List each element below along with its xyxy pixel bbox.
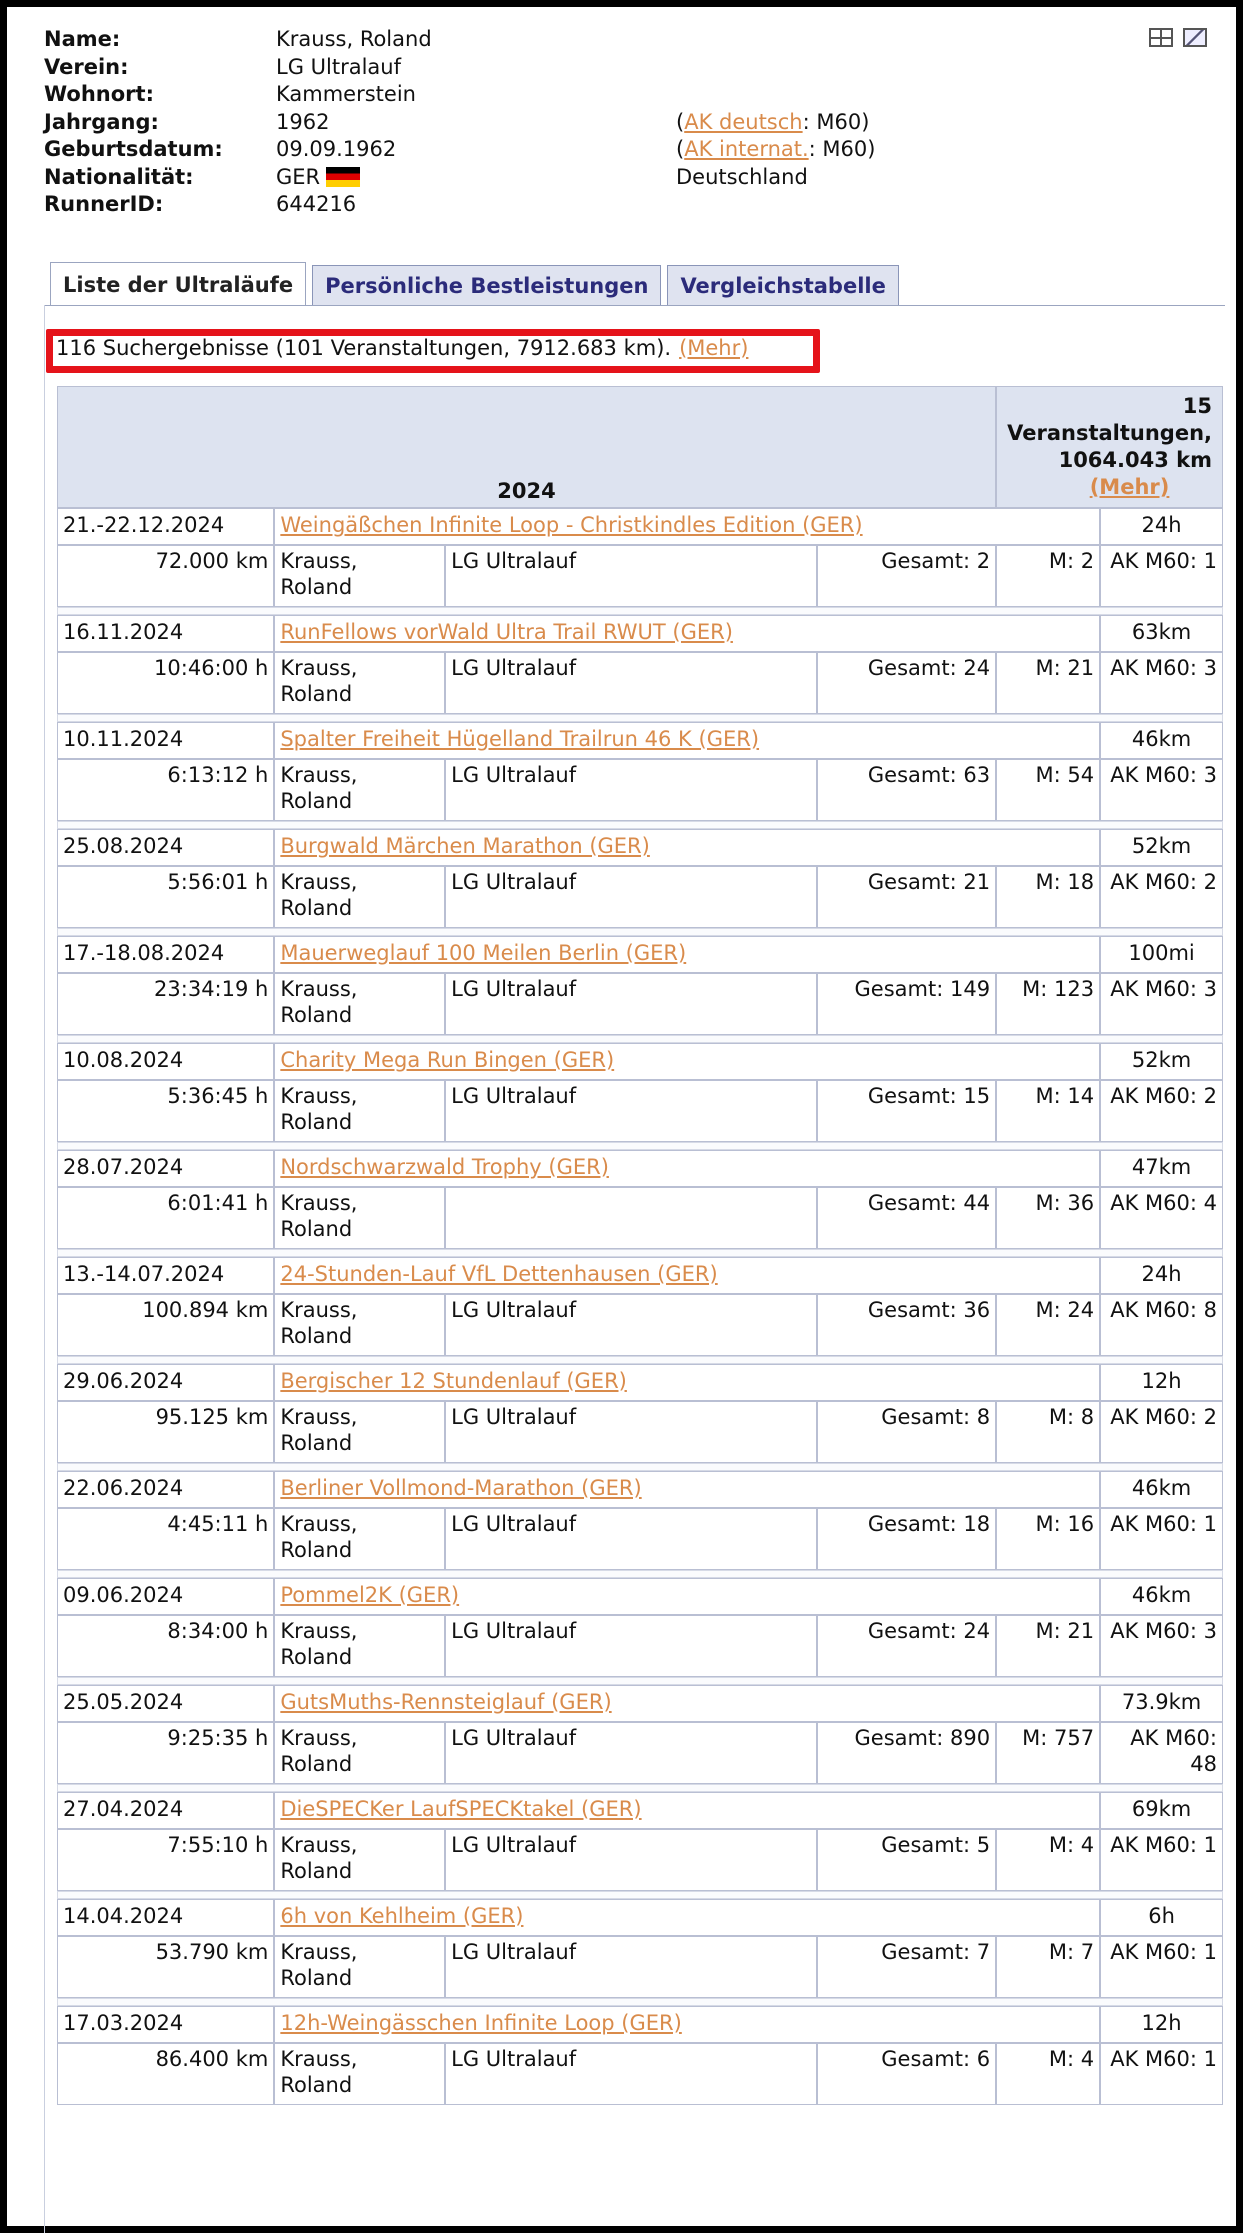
spacer-cell [57,1784,1223,1792]
result-age-class-rank: AK M60: 4 [1100,1187,1223,1249]
content-border [44,305,45,2233]
result-runner-name: Krauss, Roland [274,1401,445,1463]
info-value-text: Krauss, Roland [276,27,432,51]
result-age-class-rank: AK M60: 2 [1100,1401,1223,1463]
event-distance: 47km [1100,1150,1223,1187]
event-name-cell [274,615,1100,652]
event-spacer-row [57,1677,1223,1685]
event-distance: 24h [1100,1257,1223,1294]
result-runner-name: Krauss, Roland [274,1294,445,1356]
event-spacer-row [57,1463,1223,1471]
result-club: LG Ultralauf [445,1936,817,1998]
result-gender-rank: M: 54 [996,759,1100,821]
age-class-link[interactable]: AK internat. [684,137,809,161]
result-overall-rank: Gesamt: 15 [817,1080,996,1142]
result-performance: 86.400 km [57,2043,274,2105]
result-performance: 6:13:12 h [57,759,274,821]
result-gender-rank: M: 7 [996,1936,1100,1998]
event-link[interactable]: Nordschwarzwald Trophy (GER) [280,1155,609,1179]
event-result-row [57,1294,1223,1356]
info-label: Wohnort: [44,82,154,106]
event-spacer-row [57,1249,1223,1257]
event-date: 27.04.2024 [57,1792,274,1829]
event-distance: 52km [1100,1043,1223,1080]
year-more-link[interactable]: (Mehr) [1089,475,1170,499]
mail-icon[interactable] [1183,28,1207,47]
result-age-class-rank: AK M60: 48 [1100,1722,1223,1784]
result-overall-rank: Gesamt: 24 [817,652,996,714]
result-age-class-rank: AK M60: 2 [1100,1080,1223,1142]
event-result-row [57,1508,1223,1570]
result-gender-rank: M: 4 [996,2043,1100,2105]
result-overall-rank: Gesamt: 149 [817,973,996,1035]
spacer-cell [57,607,1223,615]
result-age-class-rank: AK M60: 3 [1100,1615,1223,1677]
tab-divider [44,305,1225,306]
result-performance: 100.894 km [57,1294,274,1356]
spacer-cell [57,928,1223,936]
event-name-cell [274,2006,1100,2043]
event-name-cell [274,508,1100,545]
result-runner-name: Krauss, Roland [274,759,445,821]
result-gender-rank: M: 2 [996,545,1100,607]
result-runner-name: Krauss, Roland [274,973,445,1035]
info-value [276,136,676,164]
event-header-row [57,1578,1223,1615]
result-club: LG Ultralauf [445,759,817,821]
result-gender-rank: M: 36 [996,1187,1100,1249]
event-distance: 100mi [1100,936,1223,973]
spacer-cell [57,1891,1223,1899]
spacer-cell [57,1677,1223,1685]
event-distance: 46km [1100,1578,1223,1615]
event-name-cell [274,1792,1100,1829]
info-value [276,81,676,109]
event-spacer-row [57,1142,1223,1150]
age-class-value: : M60 [808,137,868,161]
result-gender-rank: M: 123 [996,973,1100,1035]
event-link[interactable]: Spalter Freiheit Hügelland Trailrun 46 K (GER) [280,727,760,751]
event-date: 17.03.2024 [57,2006,274,2043]
event-header-row [57,1043,1223,1080]
event-header-row [57,1792,1223,1829]
info-label: Nationalität: [44,164,194,189]
result-performance: 4:45:11 h [57,1508,274,1570]
info-value-text: Kammerstein [276,82,416,106]
info-value [276,26,676,54]
event-date: 17.-18.08.2024 [57,936,274,973]
event-name-cell [274,1578,1100,1615]
result-overall-rank: Gesamt: 18 [817,1508,996,1570]
year-aggregate [996,386,1223,508]
result-club [445,1187,817,1249]
german-flag-icon [326,167,360,187]
result-runner-name: Krauss, Roland [274,1080,445,1142]
result-club: LG Ultralauf [445,1722,817,1784]
event-date: 21.-22.12.2024 [57,508,274,545]
result-gender-rank: M: 21 [996,652,1100,714]
event-result-row [57,1187,1223,1249]
event-name-cell [274,1471,1100,1508]
info-label: RunnerID: [44,192,164,216]
event-header-row [57,508,1223,545]
event-distance: 6h [1100,1899,1223,1936]
result-runner-name: Krauss, Roland [274,1508,445,1570]
tab-personal-bests[interactable]: Persönliche Bestleistungen [312,265,661,305]
result-performance: 72.000 km [57,545,274,607]
result-performance: 5:36:45 h [57,1080,274,1142]
event-result-row [57,1401,1223,1463]
result-club: LG Ultralauf [445,1508,817,1570]
event-link[interactable]: Bergischer 12 Stundenlauf (GER) [280,1369,627,1393]
event-header-row [57,1471,1223,1508]
result-club: LG Ultralauf [445,866,817,928]
result-overall-rank: Gesamt: 890 [817,1722,996,1784]
info-value [276,109,676,137]
result-club: LG Ultralauf [445,545,817,607]
table-icon[interactable] [1149,28,1173,47]
event-link[interactable]: Weingäßchen Infinite Loop - Christkindles Edition (GER) [280,513,863,537]
result-gender-rank: M: 24 [996,1294,1100,1356]
result-performance: 7:55:10 h [57,1829,274,1891]
event-date: 22.06.2024 [57,1471,274,1508]
country-name: Deutschland [676,164,808,189]
result-overall-rank: Gesamt: 24 [817,1615,996,1677]
result-runner-name: Krauss, Roland [274,866,445,928]
event-link[interactable]: RunFellows vorWald Ultra Trail RWUT (GER) [280,620,733,644]
event-distance: 46km [1100,1471,1223,1508]
info-row [44,26,875,54]
event-distance: 46km [1100,722,1223,759]
tab-bar [50,265,899,305]
event-spacer-row [57,714,1223,722]
result-performance: 95.125 km [57,1401,274,1463]
event-date: 14.04.2024 [57,1899,274,1936]
event-header-row [57,2006,1223,2043]
result-gender-rank: M: 14 [996,1080,1100,1142]
event-link[interactable]: Mauerweglauf 100 Meilen Berlin (GER) [280,941,687,965]
result-age-class-rank: AK M60: 3 [1100,652,1223,714]
result-runner-name: Krauss, Roland [274,1936,445,1998]
result-overall-rank: Gesamt: 6 [817,2043,996,2105]
result-club: LG Ultralauf [445,1401,817,1463]
event-result-row [57,2043,1223,2105]
year-aggregate-text: 15 Veranstaltungen, 1064.043 km [1007,394,1212,472]
event-date: 16.11.2024 [57,615,274,652]
result-gender-rank: M: 21 [996,1615,1100,1677]
result-gender-rank: M: 4 [996,1829,1100,1891]
result-runner-name: Krauss, Roland [274,1187,445,1249]
event-spacer-row [57,1035,1223,1043]
event-date: 10.11.2024 [57,722,274,759]
event-date: 13.-14.07.2024 [57,1257,274,1294]
event-spacer-row [57,821,1223,829]
event-result-row [57,1829,1223,1891]
result-age-class-rank: AK M60: 1 [1100,1508,1223,1570]
result-performance: 8:34:00 h [57,1615,274,1677]
tab-ultra-list[interactable]: Liste der Ultraläufe [50,262,306,305]
info-value [276,164,676,192]
result-performance: 23:34:19 h [57,973,274,1035]
result-gender-rank: M: 8 [996,1401,1100,1463]
result-performance: 53.790 km [57,1936,274,1998]
spacer-cell [57,1142,1223,1150]
event-result-row [57,545,1223,607]
summary-more-link[interactable]: (Mehr) [679,336,749,360]
event-name-cell [274,1150,1100,1187]
event-date: 09.06.2024 [57,1578,274,1615]
info-row [44,191,875,219]
year-label: 2024 [57,386,996,508]
spacer-cell [57,1035,1223,1043]
event-spacer-row [57,1356,1223,1364]
result-age-class-rank: AK M60: 3 [1100,973,1223,1035]
event-header-row [57,1364,1223,1401]
event-distance: 12h [1100,2006,1223,2043]
result-performance: 5:56:01 h [57,866,274,928]
event-header-row [57,1685,1223,1722]
info-value-text: GER [276,164,321,189]
event-spacer-row [57,607,1223,615]
event-spacer-row [57,1570,1223,1578]
event-distance: 52km [1100,829,1223,866]
info-label: Jahrgang: [44,109,159,134]
age-class-info: (AK internat.: M60) [676,137,876,161]
result-club: LG Ultralauf [445,1615,817,1677]
event-header-row [57,1257,1223,1294]
runner-info [44,26,875,219]
result-overall-rank: Gesamt: 7 [817,1936,996,1998]
result-age-class-rank: AK M60: 2 [1100,866,1223,928]
result-club: LG Ultralauf [445,652,817,714]
result-age-class-rank: AK M60: 1 [1100,1936,1223,1998]
event-result-row [57,759,1223,821]
info-row [44,81,875,109]
event-spacer-row [57,1891,1223,1899]
result-runner-name: Krauss, Roland [274,1615,445,1677]
info-row [44,109,875,137]
event-date: 28.07.2024 [57,1150,274,1187]
result-performance: 10:46:00 h [57,652,274,714]
info-row [44,54,875,82]
result-club: LG Ultralauf [445,1829,817,1891]
result-gender-rank: M: 757 [996,1722,1100,1784]
tab-comparison-table[interactable]: Vergleichstabelle [667,265,898,305]
event-header-row [57,1150,1223,1187]
result-runner-name: Krauss, Roland [274,652,445,714]
info-value [276,54,676,82]
result-runner-name: Krauss, Roland [274,545,445,607]
event-name-cell [274,1257,1100,1294]
info-value-text: 644216 [276,192,357,216]
year-header-row [57,386,1223,508]
event-result-row [57,1080,1223,1142]
result-overall-rank: Gesamt: 21 [817,866,996,928]
event-link[interactable]: 24-Stunden-Lauf VfL Dettenhausen (GER) [280,1262,718,1286]
info-value-text: LG Ultralauf [276,54,401,79]
age-class-value: : M60 [802,109,862,134]
result-age-class-rank: AK M60: 3 [1100,759,1223,821]
event-distance: 63km [1100,615,1223,652]
spacer-cell [57,1463,1223,1471]
event-link[interactable]: Berliner Vollmond-Marathon (GER) [280,1476,642,1500]
event-link[interactable]: Charity Mega Run Bingen (GER) [280,1048,615,1072]
result-age-class-rank: AK M60: 1 [1100,1829,1223,1891]
event-date: 25.08.2024 [57,829,274,866]
event-name-cell [274,936,1100,973]
event-result-row [57,973,1223,1035]
event-name-cell [274,829,1100,866]
event-spacer-row [57,1784,1223,1792]
info-value-text: 09.09.1962 [276,137,397,161]
spacer-cell [57,714,1223,722]
event-result-row [57,1936,1223,1998]
result-overall-rank: Gesamt: 36 [817,1294,996,1356]
result-performance: 6:01:41 h [57,1187,274,1249]
event-result-row [57,652,1223,714]
event-link[interactable]: DieSPECKer LaufSPECKtakel (GER) [280,1797,642,1821]
event-spacer-row [57,928,1223,936]
event-header-row [57,936,1223,973]
event-date: 25.05.2024 [57,1685,274,1722]
spacer-cell [57,1249,1223,1257]
spacer-cell [57,821,1223,829]
event-result-row [57,1722,1223,1784]
age-class-link[interactable]: AK deutsch [684,109,803,134]
highlight-annotation-box [46,329,820,373]
result-age-class-rank: AK M60: 1 [1100,2043,1223,2105]
result-runner-name: Krauss, Roland [274,2043,445,2105]
result-overall-rank: Gesamt: 8 [817,1401,996,1463]
result-age-class-rank: AK M60: 8 [1100,1294,1223,1356]
event-link[interactable]: 6h von Kehlheim (GER) [280,1904,524,1928]
event-header-row [57,1899,1223,1936]
event-distance: 73.9km [1100,1685,1223,1722]
event-name-cell [274,1685,1100,1722]
info-row [44,164,875,192]
result-age-class-rank: AK M60: 1 [1100,545,1223,607]
event-result-row [57,1615,1223,1677]
event-header-row [57,722,1223,759]
search-summary-text: 116 Suchergebnisse (101 Veranstaltungen, 7912.683 km). [56,336,672,360]
event-header-row [57,615,1223,652]
info-label: Verein: [44,54,129,79]
result-performance: 9:25:35 h [57,1722,274,1784]
spacer-cell [57,1356,1223,1364]
results-table [57,386,1223,2105]
result-gender-rank: M: 16 [996,1508,1100,1570]
spacer-cell [57,1998,1223,2006]
info-label: Name: [44,27,121,51]
result-club: LG Ultralauf [445,1080,817,1142]
result-overall-rank: Gesamt: 2 [817,545,996,607]
result-overall-rank: Gesamt: 44 [817,1187,996,1249]
toolbar-icons [1149,28,1207,47]
event-name-cell [274,1364,1100,1401]
age-class-info: (AK deutsch: M60) [676,109,870,134]
event-name-cell [274,1043,1100,1080]
event-link[interactable]: Burgwald Märchen Marathon (GER) [280,834,650,858]
event-date: 29.06.2024 [57,1364,274,1401]
info-value-text: 1962 [276,109,330,134]
event-spacer-row [57,1998,1223,2006]
result-gender-rank: M: 18 [996,866,1100,928]
result-runner-name: Krauss, Roland [274,1829,445,1891]
result-club: LG Ultralauf [445,2043,817,2105]
event-distance: 24h [1100,508,1223,545]
event-name-cell [274,1899,1100,1936]
event-link[interactable]: Pommel2K (GER) [280,1583,460,1607]
info-row [44,136,875,164]
spacer-cell [57,1570,1223,1578]
event-link[interactable]: 12h-Weingässchen Infinite Loop (GER) [280,2011,682,2035]
result-overall-rank: Gesamt: 63 [817,759,996,821]
result-club: LG Ultralauf [445,1294,817,1356]
result-club: LG Ultralauf [445,973,817,1035]
event-name-cell [274,722,1100,759]
event-header-row [57,829,1223,866]
result-runner-name: Krauss, Roland [274,1722,445,1784]
event-link[interactable]: GutsMuths-Rennsteiglauf (GER) [280,1690,612,1714]
event-result-row [57,866,1223,928]
info-value [276,191,676,219]
event-distance: 12h [1100,1364,1223,1401]
event-date: 10.08.2024 [57,1043,274,1080]
event-distance: 69km [1100,1792,1223,1829]
result-overall-rank: Gesamt: 5 [817,1829,996,1891]
info-label: Geburtsdatum: [44,137,223,161]
